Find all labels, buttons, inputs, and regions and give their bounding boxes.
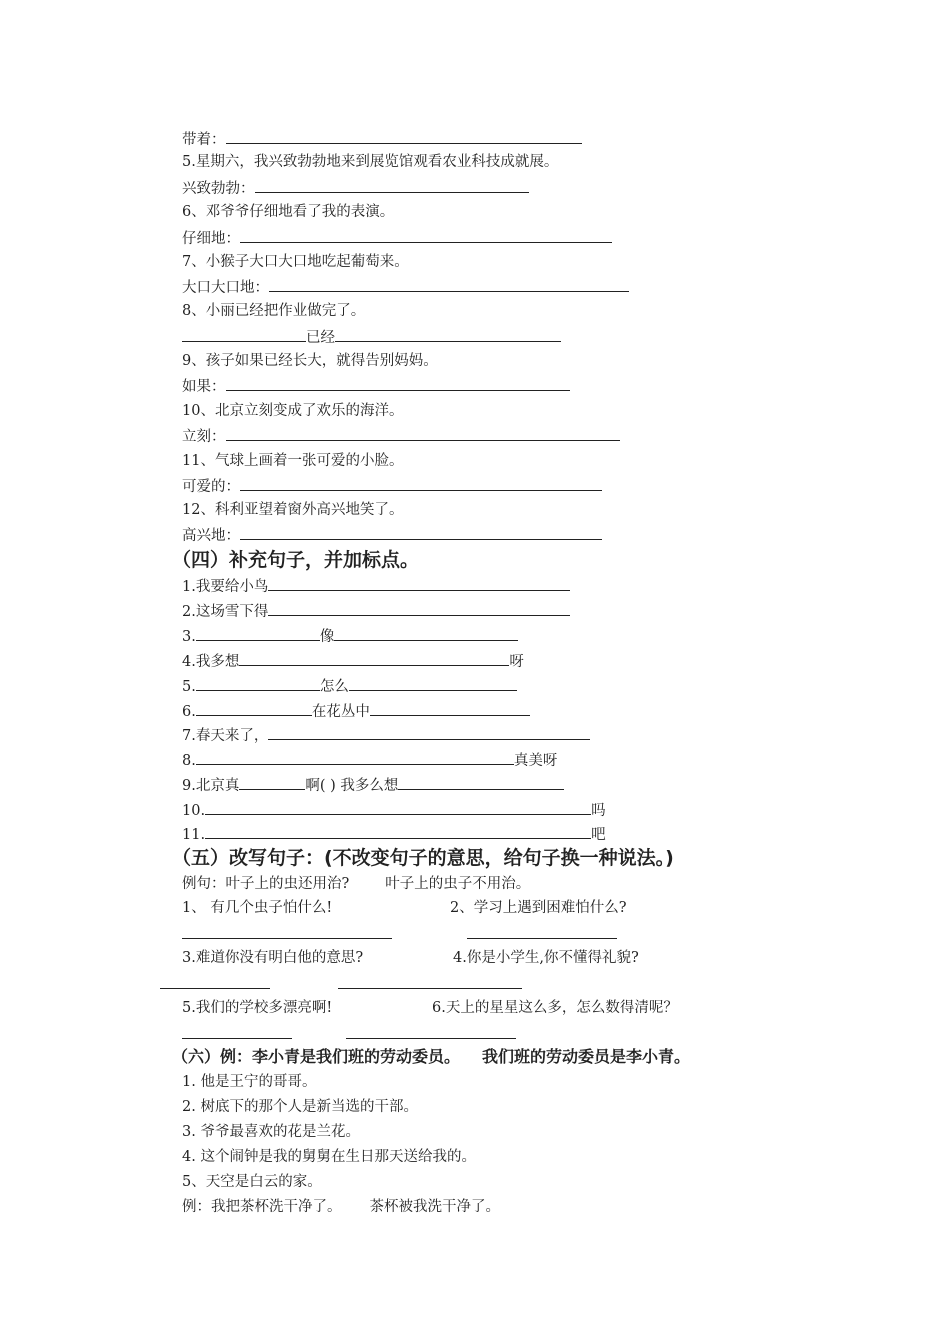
question-1: 1、 有几个虫子怕什么! bbox=[182, 900, 333, 916]
exercise-line bbox=[182, 525, 602, 545]
exercise-line bbox=[182, 601, 570, 621]
answer-blank[interactable] bbox=[160, 988, 270, 989]
answer-blank[interactable] bbox=[335, 327, 561, 342]
example-line bbox=[182, 1197, 500, 1217]
answer-blank[interactable] bbox=[268, 601, 570, 616]
exercise-line bbox=[182, 376, 570, 396]
word-label: 带着： bbox=[182, 132, 226, 148]
answer-blank[interactable] bbox=[346, 1038, 516, 1039]
exercise-line bbox=[182, 626, 518, 646]
answer-blank[interactable] bbox=[196, 626, 320, 641]
item-number: 5. bbox=[182, 679, 196, 695]
answer-blank[interactable] bbox=[239, 651, 509, 666]
item-number: 6. bbox=[182, 704, 196, 720]
answer-blank[interactable] bbox=[226, 129, 582, 144]
answer-blank[interactable] bbox=[240, 228, 612, 243]
word-label: 可爱的： bbox=[182, 479, 240, 495]
list-item: 1. 他是王宁的哥哥。 bbox=[182, 1074, 317, 1090]
item-number: 3. bbox=[182, 629, 196, 645]
sentence-end: 呀 bbox=[509, 654, 524, 670]
exercise-line bbox=[182, 228, 612, 248]
example-answer: 茶杯被我洗干净了。 bbox=[369, 1199, 500, 1215]
example-line bbox=[182, 874, 530, 894]
answer-blank[interactable] bbox=[370, 701, 530, 716]
answer-blank[interactable] bbox=[255, 178, 529, 193]
question-2: 2、学习上遇到困难怕什么? bbox=[450, 900, 627, 916]
example-question: 例句：叶子上的虫还用治? bbox=[182, 876, 350, 892]
sentence-part: 像 bbox=[319, 629, 335, 645]
sentence: 9、孩子如果已经长大，就得告别妈妈。 bbox=[182, 353, 438, 369]
answer-blank[interactable] bbox=[240, 525, 602, 540]
question-3: 3.难道你没有明白他的意思? bbox=[182, 950, 364, 966]
answer-blank[interactable] bbox=[349, 676, 517, 691]
example-answer: 叶子上的虫子不用治。 bbox=[385, 876, 531, 892]
word-label: 仔细地： bbox=[182, 231, 240, 247]
list-item: 4. 这个闹钟是我的舅舅在生日那天送给我的。 bbox=[182, 1149, 476, 1165]
question-5: 5.我们的学校多漂亮啊! bbox=[182, 1000, 333, 1016]
sentence-end: 吗 bbox=[591, 803, 606, 819]
answer-blank[interactable] bbox=[196, 676, 320, 691]
question-4: 4.你是小学生,你不懂得礼貌? bbox=[453, 950, 639, 966]
sentence: 6、邓爷爷仔细地看了我的表演。 bbox=[182, 204, 395, 220]
answer-blank[interactable] bbox=[182, 327, 306, 342]
heading-example: （六）例：李小青是我们班的劳动委员。 bbox=[172, 1047, 461, 1066]
exercise-line bbox=[182, 800, 606, 820]
answer-blank[interactable] bbox=[269, 277, 629, 292]
answer-blank[interactable] bbox=[268, 725, 590, 740]
answer-blank[interactable] bbox=[240, 476, 602, 491]
sentence-start: 7.春天来了， bbox=[182, 728, 269, 744]
answer-blank[interactable] bbox=[268, 576, 570, 591]
answer-blank[interactable] bbox=[239, 775, 305, 790]
exercise-line bbox=[182, 129, 582, 149]
exercise-line bbox=[182, 576, 570, 596]
answer-blank[interactable] bbox=[196, 750, 514, 765]
exercise-line bbox=[182, 426, 620, 446]
exercise-line bbox=[182, 178, 529, 198]
answer-blank[interactable] bbox=[334, 626, 518, 641]
item-number: 8. bbox=[182, 753, 196, 769]
sentence-end: 吧 bbox=[591, 827, 606, 843]
exercise-line bbox=[182, 676, 517, 696]
answer-blank[interactable] bbox=[338, 988, 522, 989]
sentence-part: 在花丛中 bbox=[311, 704, 370, 720]
exercise-line bbox=[182, 775, 564, 795]
heading-example-answer: 我们班的劳动委员是李小青。 bbox=[482, 1047, 691, 1066]
exercise-line bbox=[182, 750, 557, 770]
exercise-line bbox=[182, 476, 602, 496]
list-item: 5、天空是白云的家。 bbox=[182, 1174, 322, 1190]
exercise-line bbox=[182, 327, 561, 347]
sentence-part: 怎么 bbox=[319, 679, 349, 695]
sentence: 10、北京立刻变成了欢乐的海洋。 bbox=[182, 403, 404, 419]
word-label: 如果： bbox=[182, 379, 226, 395]
exercise-line bbox=[182, 701, 530, 721]
exercise-line bbox=[182, 651, 524, 671]
item-number: 10. bbox=[182, 803, 206, 819]
example-question: 例：我把茶杯洗干净了。 bbox=[182, 1199, 342, 1215]
word-label: 大口大口地： bbox=[182, 280, 269, 296]
sentence-start: 4.我多想 bbox=[182, 654, 240, 670]
question-6: 6.天上的星星这么多，怎么数得清呢？ bbox=[432, 1000, 678, 1016]
sentence: 12、科利亚望着窗外高兴地笑了。 bbox=[182, 502, 404, 518]
answer-blank[interactable] bbox=[467, 938, 617, 939]
answer-blank[interactable] bbox=[226, 426, 620, 441]
list-item: 3. 爷爷最喜欢的花是兰花。 bbox=[182, 1124, 360, 1140]
word-label: 立刻： bbox=[182, 429, 226, 445]
answer-blank[interactable] bbox=[226, 376, 570, 391]
word-label: 兴致勃勃： bbox=[182, 181, 255, 197]
answer-blank[interactable] bbox=[398, 775, 564, 790]
sentence: 7、小猴子大口大口地吃起葡萄来。 bbox=[182, 254, 409, 270]
section-heading: （五）改写句子：(不改变句子的意思，给句子换一种说法。) bbox=[172, 847, 674, 869]
item-number: 11. bbox=[182, 827, 206, 843]
answer-blank[interactable] bbox=[182, 1038, 292, 1039]
answer-blank[interactable] bbox=[196, 701, 312, 716]
exercise-line bbox=[182, 277, 629, 297]
sentence-start: 1.我要给小鸟 bbox=[182, 579, 269, 595]
section-heading: （四）补充句子，并加标点。 bbox=[172, 549, 420, 571]
exercise-line bbox=[182, 725, 590, 745]
word-label: 高兴地： bbox=[182, 528, 240, 544]
section-heading bbox=[172, 1046, 690, 1068]
answer-blank[interactable] bbox=[182, 938, 392, 939]
sentence: 11、气球上画着一张可爱的小脸。 bbox=[182, 453, 404, 469]
list-item: 2. 树底下的那个人是新当选的干部。 bbox=[182, 1099, 418, 1115]
sentence-part: 啊( ) 我多么想 bbox=[305, 778, 399, 794]
sentence-start: 9.北京真 bbox=[182, 778, 240, 794]
sentence: 8、小丽已经把作业做完了。 bbox=[182, 303, 366, 319]
sentence-end: 真美呀 bbox=[513, 753, 558, 769]
sentence: 5.星期六，我兴致勃勃地来到展览馆观看农业科技成就展。 bbox=[182, 154, 559, 170]
answer-blank[interactable] bbox=[205, 824, 591, 839]
sentence-start: 2.这场雪下得 bbox=[182, 604, 269, 620]
word-label: 已经 bbox=[306, 330, 335, 346]
exercise-line bbox=[182, 824, 606, 844]
answer-blank[interactable] bbox=[205, 800, 591, 815]
